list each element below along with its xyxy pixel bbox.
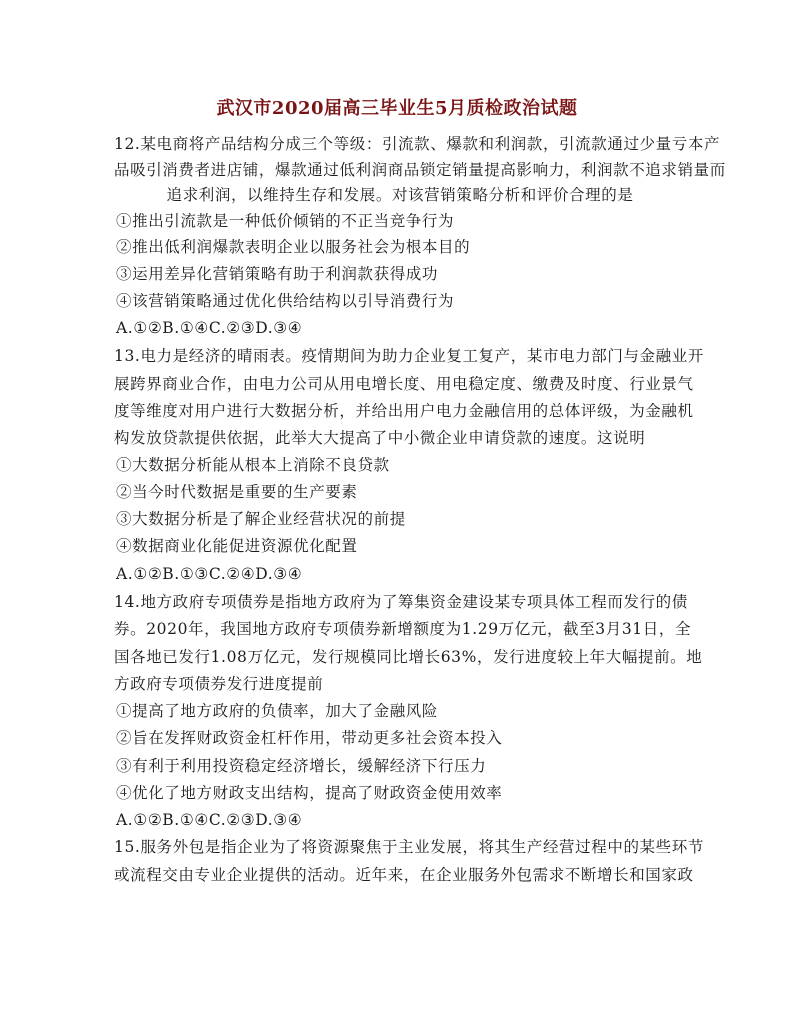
question-13-stem-line-2: 展跨界商业合作，由电力公司从用电增长度、用电稳定度、缴费及时度、行业景气 (114, 375, 694, 393)
question-12-option-1: ①推出引流款是一种低价倾销的不正当竞争行为 (116, 212, 455, 230)
question-13-choices: A.①②B.①③C.②④D.③④ (116, 565, 303, 583)
question-12-stem-line-2: 品吸引消费者进店铺，爆款通过低利润商品锁定销量提高影响力，利润款不追求销量而 (114, 161, 726, 179)
question-12-stem-line-3: 追求利润，以维持生存和发展。对该营销策略分析和评价合理的是 (166, 186, 634, 204)
question-12-option-2: ②推出低利润爆款表明企业以服务社会为根本目的 (116, 238, 471, 256)
question-15-stem-line-1: 15.服务外包是指企业为了将资源聚焦于主业发展，将其生产经营过程中的某些环节 (114, 838, 704, 856)
question-14-option-4: ④优化了地方财政支出结构，提高了财政资金使用效率 (116, 784, 503, 802)
question-14-option-2: ②旨在发挥财政资金杠杆作用，带动更多社会资本投入 (116, 729, 503, 747)
question-12-stem-line-1: 12.某电商将产品结构分成三个等级：引流款、爆款和利润款，引流款通过少量亏本产 (114, 135, 721, 153)
question-13-option-2: ②当今时代数据是重要的生产要素 (116, 483, 358, 501)
question-14-option-3: ③有利于利用投资稳定经济增长，缓解经济下行压力 (116, 757, 487, 775)
question-12-option-3: ③运用差异化营销策略有助于利润款获得成功 (116, 265, 439, 283)
question-13-stem-line-1: 13.电力是经济的晴雨表。疫情期间为助力企业复工复产，某市电力部门与金融业开 (114, 347, 704, 365)
question-13-stem-line-4: 构发放贷款提供依据，此举大大提高了中小微企业申请贷款的速度。这说明 (114, 429, 646, 447)
question-13-option-3: ③大数据分析是了解企业经营状况的前提 (116, 510, 406, 528)
document-title: 武汉市2020届高三毕业生5月质检政治试题 (216, 98, 578, 119)
question-14-option-1: ①提高了地方政府的负债率，加大了金融风险 (116, 702, 439, 720)
question-14-stem-line-1: 14.地方政府专项债券是指地方政府为了筹集资金建设某专项具体工程而发行的债 (114, 593, 688, 611)
question-15-stem-line-2: 或流程交由专业企业提供的活动。近年来，在企业服务外包需求不断增长和国家政 (114, 866, 694, 884)
question-13-option-1: ①大数据分析能从根本上消除不良贷款 (116, 456, 390, 474)
question-13-stem-line-3: 度等维度对用户进行大数据分析，并给出用户电力金融信用的总体评级，为金融机 (114, 402, 694, 420)
question-14-stem-line-3: 国各地已发行1.08万亿元，发行规模同比增长63%，发行进度较上年大幅提前。地 (114, 648, 703, 666)
question-14-choices: A.①②B.①④C.②③D.③④ (116, 811, 303, 829)
question-12-choices: A.①②B.①④C.②③D.③④ (116, 319, 303, 337)
question-12-option-4: ④该营销策略通过优化供给结构以引导消费行为 (116, 292, 455, 310)
question-14-stem-line-2: 券。2020年，我国地方政府专项债券新增额度为1.29万亿元，截至3月31日，全 (114, 620, 692, 638)
question-13-option-4: ④数据商业化能促进资源优化配置 (116, 537, 358, 555)
question-14-stem-line-4: 方政府专项债券发行进度提前 (114, 675, 324, 693)
